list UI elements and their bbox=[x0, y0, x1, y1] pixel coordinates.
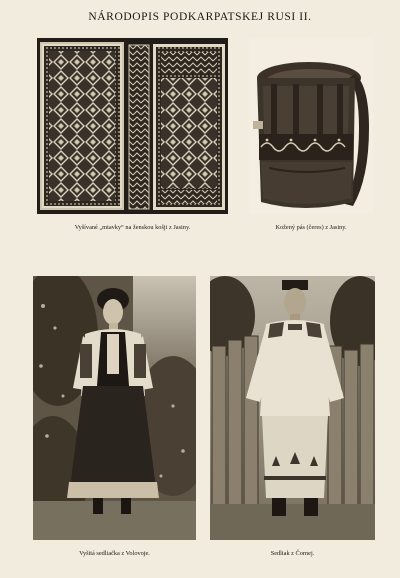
peasant-woman-image bbox=[33, 276, 196, 540]
peasant-man-image bbox=[210, 276, 375, 540]
figure-caption-embroidery: Vyšívané „mtavky“ na ženskou košji z Jasiny. bbox=[74, 224, 191, 231]
peasant-man-photo bbox=[210, 276, 375, 540]
figure-caption-woman: Vyšitá sedliačka z Volovoje. bbox=[79, 550, 150, 557]
leather-belt-image bbox=[249, 38, 373, 214]
leather-belt-photo bbox=[249, 38, 373, 214]
figure-caption-belt: Kožený pás (čeres) z Jasiny. bbox=[275, 224, 347, 231]
embroidery-image bbox=[37, 38, 228, 214]
figure-caption-man: Sedliak z Čornej. bbox=[270, 550, 315, 557]
embroidery-photo bbox=[37, 38, 228, 214]
page-title: NÁRODOPIS PODKARPATSKEJ RUSI II. bbox=[88, 11, 312, 23]
peasant-woman-photo bbox=[33, 276, 196, 540]
